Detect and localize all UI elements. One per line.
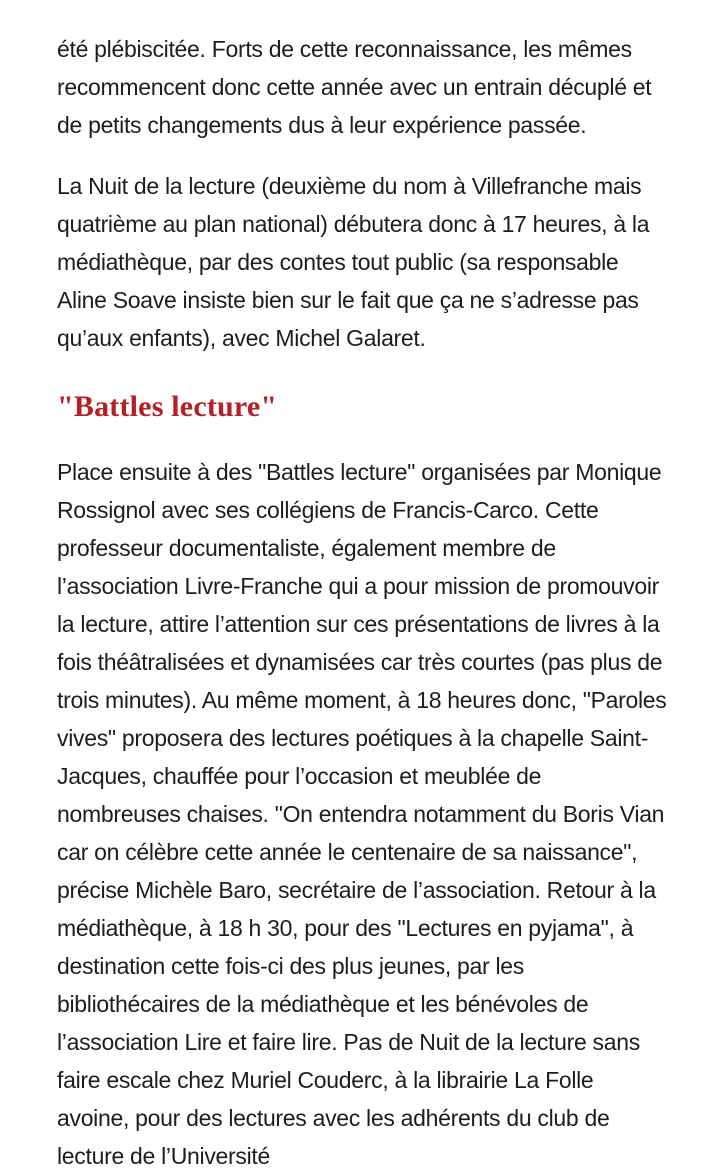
section-heading-battles-lecture: "Battles lecture" (57, 390, 278, 423)
article-paragraph-intro: été plébiscitée. Forts de cette reconnaissance, les mêmes recommencent donc cette année avec un entrain décuplé et de petits changements dus à leur expérience passée. (57, 36, 652, 138)
article-paragraph-battles-details: Place ensuite à des "Battles lecture" organisées par Monique Rossignol avec ses collégiens de Francis-Carco. Cette professeur documentaliste, également membre de l’association Livre-Franche qui a pour mission de promouvoir la lecture, attire l’attention sur ces présentations de livres à la fois théâtralisées et dynamisées car très courtes (pas plus de trois minutes). Au même moment, à 18 heures donc, "Paroles vives" proposera des lectures poétiques à la chapelle Saint-Jacques, chauffée pour l’occasion et meublée de nombreuses chaises. "On entendra notamment du Boris Vian car on célèbre cette année le centenaire de sa naissance", précise Michèle Baro, secrétaire de l’association. Retour à la médiathèque, à 18 h 30, pour des "Lectures en pyjama", à destination cette fois-ci des plus jeunes, par les bibliothécaires de la médiathèque et les bénévoles de l’association Lire et faire lire. Pas de Nuit de la lecture sans faire escale chez Muriel Couderc, à la librairie La Folle avoine, pour des lectures avec les adhérents du club de lecture de l’Université (57, 459, 667, 1169)
article-paragraph-program-start: La Nuit de la lecture (deuxième du nom à Villefranche mais quatrième au plan national) débutera donc à 17 heures, à la médiathèque, par des contes tout public (sa responsable Aline Soave insiste bien sur le fait que ça ne s’adresse pas qu’aux enfants), avec Michel Galaret. (57, 173, 650, 351)
